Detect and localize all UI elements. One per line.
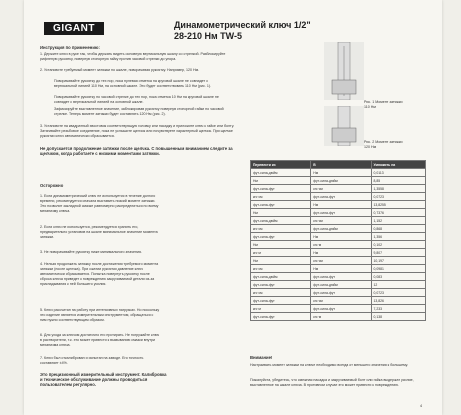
table-row: [251, 225, 426, 233]
table-cell: кгс·см: [251, 289, 311, 297]
figure-2-caption: Рис. 2 Момент затяжки 120 Нм: [364, 140, 403, 149]
table-row: [251, 169, 426, 177]
table-cell: 0,0723: [371, 289, 426, 297]
brand-logo: GIGANT: [44, 22, 104, 35]
notice-heading: Внимание!: [250, 355, 273, 360]
table-cell: 1,3558: [371, 185, 426, 193]
table-row: [251, 313, 426, 321]
table-cell: 13,8255: [371, 201, 426, 209]
step-2-b: Поворачивайте рукоятку по часовой стрелке до тех пор, пока отметка 10 Нм на круговой шкале не совпадет с вертикальной линией на основной шкале.: [54, 95, 219, 104]
table-cell: 0,7376: [371, 209, 426, 217]
table-cell: фут-сила-фут: [251, 201, 311, 209]
table-cell: 0,0723: [371, 193, 426, 201]
table-cell: 10,197: [371, 257, 426, 265]
table-cell: фут-сила-дюйм: [251, 169, 311, 177]
table-cell: кгс·см: [311, 185, 371, 193]
precision-note: Это прецизионный измерительный инструмент. Калибровка и техническое обслуживание должны проводиться пользователем регулярно.: [40, 372, 167, 387]
table-row: [251, 265, 426, 273]
table-cell: фут-сила-фут: [311, 193, 371, 201]
instructions-heading: Инструкция по применению:: [40, 45, 100, 50]
title-line-2: 28-210 Нм TW-5: [174, 31, 242, 41]
table-cell: фут-сила-дюйм: [311, 177, 371, 185]
table-row: [251, 193, 426, 201]
table-cell: фут-сила-дюйм: [311, 225, 371, 233]
caution-2: 2. Если ключ не используется, рекомендуется хранить его, предварительно установив на шкале минимальное значение момента затяжки.: [40, 225, 158, 239]
table-cell: фут-сила-дюйм: [251, 273, 311, 281]
table-cell: 13,826: [371, 297, 426, 305]
table-cell: 12: [371, 281, 426, 289]
table-row: [251, 217, 426, 225]
table-cell: фут-сила-фут: [251, 313, 311, 321]
table-cell: Нм: [251, 241, 311, 249]
table-cell: фут-сила-фут: [251, 185, 311, 193]
caution-5: 5. Ключ рассчитан на работу при интенсивных нагрузках. Но поскольку это изделие является измерительным инструментом, обращаться с ним нужно соответствующим образом.: [40, 308, 160, 322]
table-cell: 0,0113: [371, 169, 426, 177]
table-cell: кгс·см: [311, 217, 371, 225]
table-cell: фут-сила-дюйм: [311, 281, 371, 289]
table-header-row: [251, 161, 426, 169]
table-cell: 0,868: [371, 225, 426, 233]
caution-6: 6. Для ухода за ключом достаточно его протирать. Не погружайте ключ в растворители, т.к. это может привести к вымыванию смазки внутри механизма ключа.: [40, 333, 160, 347]
table-cell: Нм: [251, 177, 311, 185]
product-title: [174, 20, 311, 42]
table-cell: Нм: [251, 209, 311, 217]
table-cell: 0,138: [371, 313, 426, 321]
step-2-c: Зафиксируйте выставленное значение, заблокировав рукоятку повернув стопорной гайки по часовой стрелке. Теперь момент затяжки будет составлять 120 Нм (рис. 2).: [54, 107, 224, 116]
table-row: [251, 249, 426, 257]
table-cell: кгс·см: [311, 297, 371, 305]
table-cell: Нм: [311, 233, 371, 241]
table-cell: 0,083: [371, 273, 426, 281]
caution-7: 7. Ключ был откалиброван и испытан на заводе. Его точность составляет ±4%.: [40, 356, 144, 365]
table-cell: фут-сила-фут: [311, 209, 371, 217]
table-cell: 1,152: [371, 217, 426, 225]
table-cell: фут-сила-фут: [311, 289, 371, 297]
table-cell: фут-сила-фут: [251, 233, 311, 241]
table-cell: кгс·м: [311, 313, 371, 321]
table-cell: 7,233: [371, 305, 426, 313]
notice-text-1: Настраивать момент затяжки на ключе необходимо всегда от меньшего значения к большему.: [250, 363, 409, 367]
table-cell: 0,102: [371, 241, 426, 249]
caution-4: 4. Нельзя продолжать затяжку после достижения требуемого момента затяжки (после щелчка). При сжатии рукоятки давление ключ автоматически сбрасывается. Попытка повернуть рукоятку после сброса ключа приведет к повреждению закручиваемой детали из-за прикладывания к ней большего усилия.: [40, 262, 159, 286]
caution-1: 1. Если динамометрический ключ не используется в течение долгого времени, рекомендуется сначала выставить низкий момент затяжки. Это позволит закладной смазке равномерно распределиться по всему механизму ключа.: [40, 194, 159, 213]
table-cell: Нм: [311, 265, 371, 273]
table-cell: фут-сила-фут: [311, 273, 371, 281]
table-header: Умножить на: [371, 161, 426, 169]
step-2-a: Поворачивайте рукоятку до тех пор, пока нулевая отметка на круговой шкале не совпадет с вертикальной линией 110 Нм, на основной шкале. Это будет соответствовать 110 Нм (рис. 1).: [54, 79, 212, 88]
table-cell: фут-сила-фут: [251, 297, 311, 305]
caution-heading: Осторожно: [40, 183, 64, 188]
table-cell: кгс·м: [251, 249, 311, 257]
table-cell: фут-сила-дюйм: [251, 217, 311, 225]
step-3: 3. Установите на квадратный хвостовик соответствующую головку или насадку и приложите ключ к гайке или болту. Затягивайте резьбовое соединение, пока не услышите щелчок или почувствуете характерный щелчок. При щелчке рукоятки ключ автоматически сбрасывается.: [40, 124, 235, 138]
table-cell: Нм: [311, 201, 371, 209]
table-cell: кгс·м: [251, 305, 311, 313]
table-row: [251, 305, 426, 313]
table-row: [251, 241, 426, 249]
table-row: [251, 209, 426, 217]
table-row: [251, 297, 426, 305]
table-cell: 1,356: [371, 233, 426, 241]
caution-3: 3. Не поворачивайте рукоятку ниже минимального значения.: [40, 250, 142, 254]
table-cell: фут-сила-фут: [251, 281, 311, 289]
table-cell: Нм: [311, 169, 371, 177]
table-row: [251, 273, 426, 281]
table-cell: кгс·см: [251, 265, 311, 273]
table-cell: Нм: [311, 249, 371, 257]
warning-text: Не допускается продолжение затяжки после щелчка. С повышенным вниманием следите за щелчком, когда работаете с низкими моментами затяжки.: [40, 146, 233, 156]
step-1: 1. Держите ключ в руке так, чтобы держать видеть основную вертикальную шкалу со стрелкой. Разблокируйте рифленую рукоятку, повернув стопорную гайку против часовой стрелки до упора.: [40, 52, 226, 61]
conversion-table: [250, 160, 426, 321]
step-2: 2. Установите требуемый момент затяжки по шкале, поворачивая рукоятку. Например, 120 Нм.: [40, 68, 200, 72]
table-row: [251, 201, 426, 209]
figure-2-image: [324, 106, 364, 146]
table-cell: кгс·см: [251, 193, 311, 201]
table-row: [251, 185, 426, 193]
table-header: Перевести из: [251, 161, 311, 169]
title-line-1: Динамометрический ключ 1/2": [174, 20, 311, 30]
table-cell: 8,85: [371, 177, 426, 185]
table-row: [251, 177, 426, 185]
table-cell: кгс·см: [251, 225, 311, 233]
instruction-page: [24, 0, 442, 415]
figure-1-image: [324, 42, 364, 100]
page-number: 4: [420, 404, 422, 408]
table-cell: фут-сила-фут: [311, 305, 371, 313]
table-row: [251, 257, 426, 265]
table-row: [251, 233, 426, 241]
notice-text-2: Пожалуйста, убедитесь, что смежная насадка и закручиваемый болт или гайка выдержат усилие, выставленное на шкале ключа. В противном случае это может привести к повреждению.: [250, 378, 414, 387]
table-cell: 9,807: [371, 249, 426, 257]
table-cell: 0,0981: [371, 265, 426, 273]
figure-1-caption: Рис. 1 Момент затяжки 110 Нм: [364, 100, 403, 109]
table-header: В: [311, 161, 371, 169]
table-row: [251, 289, 426, 297]
table-cell: кгс·м: [311, 241, 371, 249]
table-row: [251, 281, 426, 289]
table-body: [251, 169, 426, 321]
table-cell: Нм: [251, 257, 311, 265]
table-cell: кгс·см: [311, 257, 371, 265]
